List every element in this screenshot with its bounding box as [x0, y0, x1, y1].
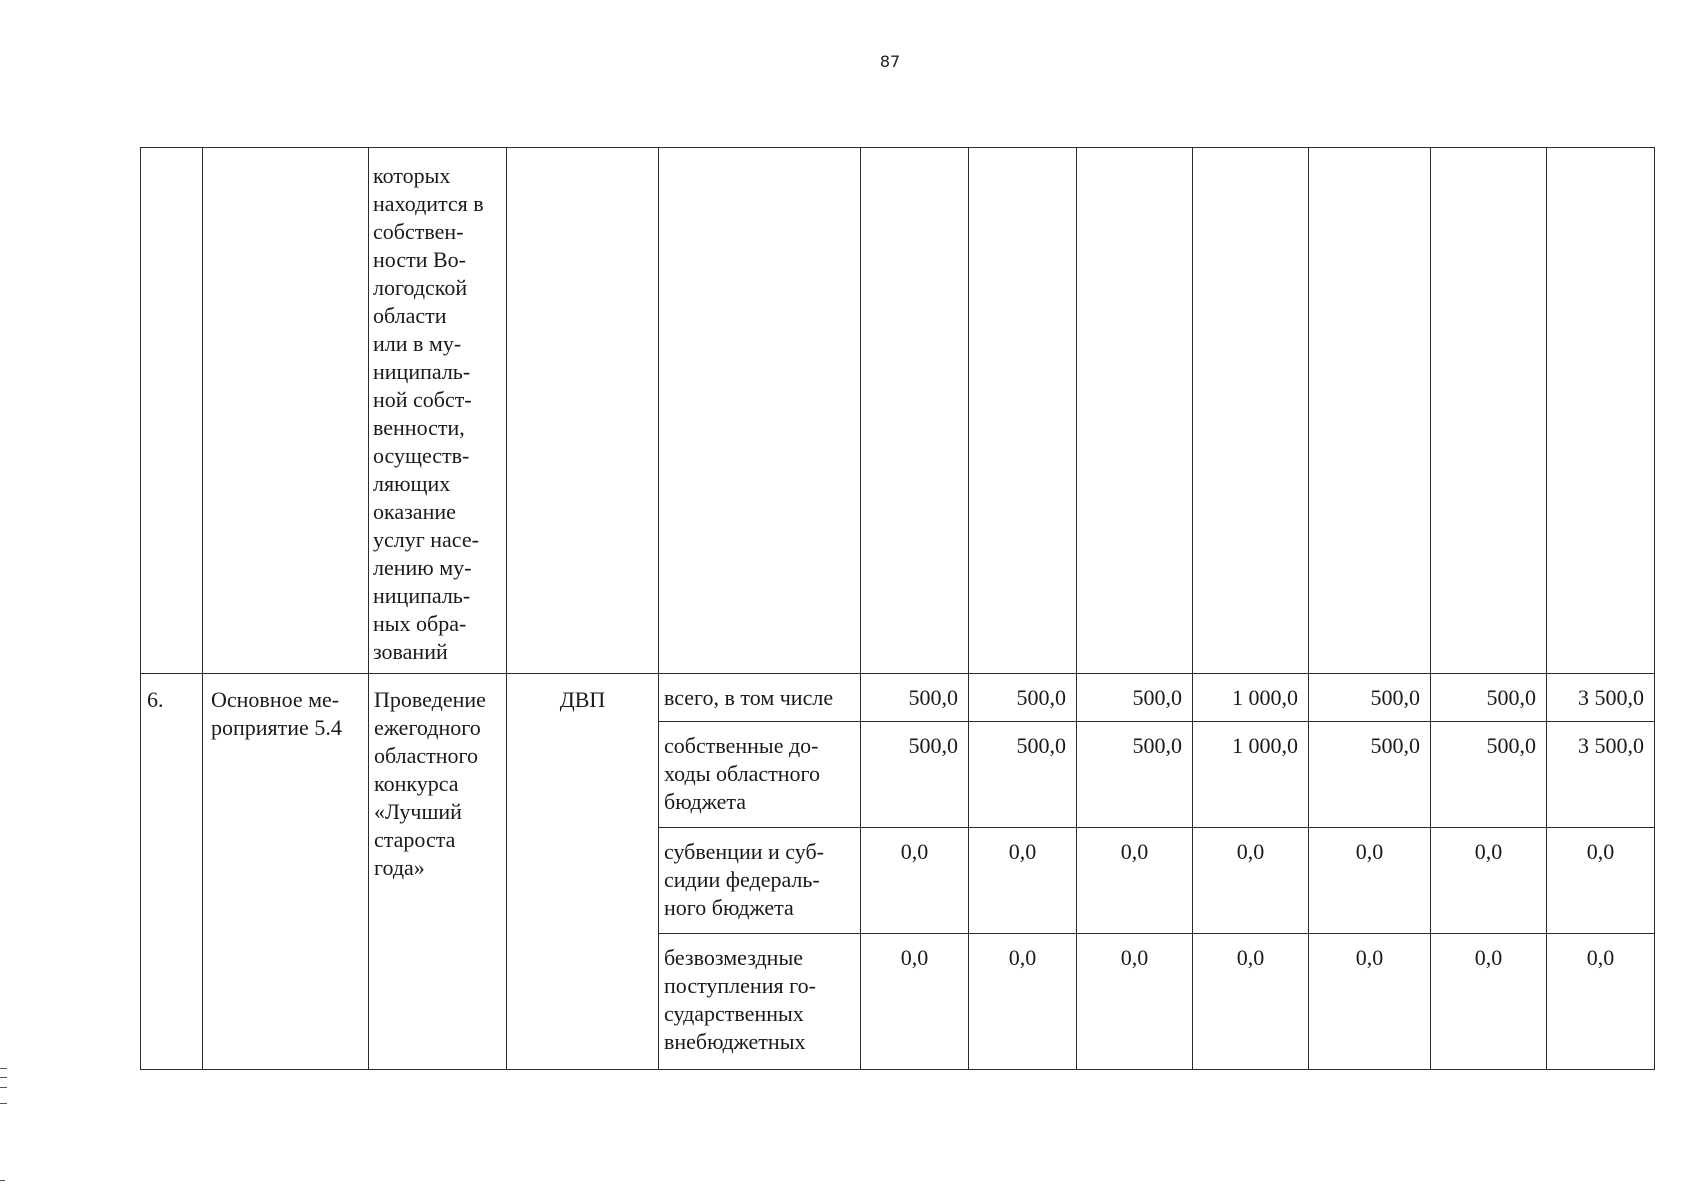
continued-index-cell: [141, 148, 203, 674]
continued-event-text: которых находится в собствен- ности Во- логодской области или в му- ниципаль- ной собст- венности, осуществ- ляющих оказание услуг насе- лению му- ниципаль- ных обра- зований: [373, 163, 484, 664]
row-index-cell: [141, 674, 203, 1070]
row-name-cell: [203, 674, 369, 1070]
scan-margin-mark: [0, 1068, 7, 1104]
value-cell: [969, 828, 1077, 934]
value: 500,0: [908, 733, 958, 758]
row-event: Проведение ежегодного областного конкурса «Лучший староста года»: [374, 687, 486, 880]
continued-value-cell: [1309, 148, 1431, 674]
value: 0,0: [1236, 945, 1265, 970]
value-cell: [1309, 674, 1431, 722]
continued-value-cell: [1077, 148, 1193, 674]
continued-executor-cell: [507, 148, 659, 674]
scan-margin-dash: [0, 1180, 5, 1181]
value: 0,0: [1355, 839, 1384, 864]
row-event-cell: [369, 674, 507, 1070]
continued-value-cell: [969, 148, 1077, 674]
value: 500,0: [908, 685, 958, 710]
value: 500,0: [1486, 733, 1536, 758]
continued-row: [141, 148, 1655, 674]
value-cell: [1431, 674, 1547, 722]
row-name: Основное ме- роприятие 5.4: [211, 687, 342, 740]
value-cell: [1193, 828, 1309, 934]
source-cell: [659, 828, 861, 934]
value-cell: [861, 722, 969, 828]
value: 0,0: [1586, 839, 1615, 864]
source-cell: [659, 934, 861, 1070]
value: 0,0: [1008, 839, 1037, 864]
value: 0,0: [1120, 839, 1149, 864]
value: 3 500,0: [1578, 685, 1644, 710]
value-cell: [861, 674, 969, 722]
value: 0,0: [900, 945, 929, 970]
value: 500,0: [1132, 685, 1182, 710]
continued-value-cell: [1193, 148, 1309, 674]
value-cell: [1077, 722, 1193, 828]
continued-value-cell: [861, 148, 969, 674]
value: 1 000,0: [1232, 733, 1298, 758]
value: 0,0: [1474, 839, 1503, 864]
value-cell: [1193, 674, 1309, 722]
value-cell: [861, 828, 969, 934]
continued-value-cell: [1431, 148, 1547, 674]
source-cell: [659, 722, 861, 828]
value-cell: [1547, 828, 1655, 934]
value: 0,0: [1474, 945, 1503, 970]
continued-source-cell: [659, 148, 861, 674]
value-cell: [1193, 934, 1309, 1070]
row-executor-cell: [507, 674, 659, 1070]
value-cell: [969, 722, 1077, 828]
value: 500,0: [1016, 733, 1066, 758]
continued-event-cell: [369, 148, 507, 674]
value: 3 500,0: [1578, 733, 1644, 758]
page-number: 87: [879, 52, 901, 71]
continued-value-cell: [1547, 148, 1655, 674]
source-label: всего, в том числе: [664, 685, 834, 710]
value: 0,0: [1120, 945, 1149, 970]
value-cell: [1309, 722, 1431, 828]
value: 0,0: [1586, 945, 1615, 970]
value: 500,0: [1016, 685, 1066, 710]
table-row: [141, 674, 1655, 722]
source-label: собственные до- ходы областного бюджета: [664, 733, 821, 814]
continued-name-cell: [203, 148, 369, 674]
value: 500,0: [1486, 685, 1536, 710]
budget-table: [140, 147, 1655, 1070]
value-cell: [1547, 674, 1655, 722]
source-label: субвенции и суб- сидии федераль- ного бюджета: [664, 839, 824, 920]
source-cell: [659, 674, 861, 722]
value: 0,0: [1355, 945, 1384, 970]
value-cell: [861, 934, 969, 1070]
value: 500,0: [1132, 733, 1182, 758]
value-cell: [1077, 828, 1193, 934]
value: 500,0: [1370, 685, 1420, 710]
value-cell: [1547, 934, 1655, 1070]
value-cell: [1309, 934, 1431, 1070]
row-executor: ДВП: [559, 687, 606, 712]
value-cell: [1431, 934, 1547, 1070]
value-cell: [1077, 674, 1193, 722]
value-cell: [1431, 722, 1547, 828]
value: 500,0: [1370, 733, 1420, 758]
value-cell: [1431, 828, 1547, 934]
value: 0,0: [900, 839, 929, 864]
value-cell: [969, 934, 1077, 1070]
value: 0,0: [1008, 945, 1037, 970]
value-cell: [1193, 722, 1309, 828]
value-cell: [1309, 828, 1431, 934]
value-cell: [1077, 934, 1193, 1070]
value: 1 000,0: [1232, 685, 1298, 710]
row-index: 6.: [147, 687, 164, 712]
value-cell: [969, 674, 1077, 722]
source-label: безвозмездные поступления го- сударственных внебюджетных: [664, 945, 816, 1054]
value: 0,0: [1236, 839, 1265, 864]
value-cell: [1547, 722, 1655, 828]
